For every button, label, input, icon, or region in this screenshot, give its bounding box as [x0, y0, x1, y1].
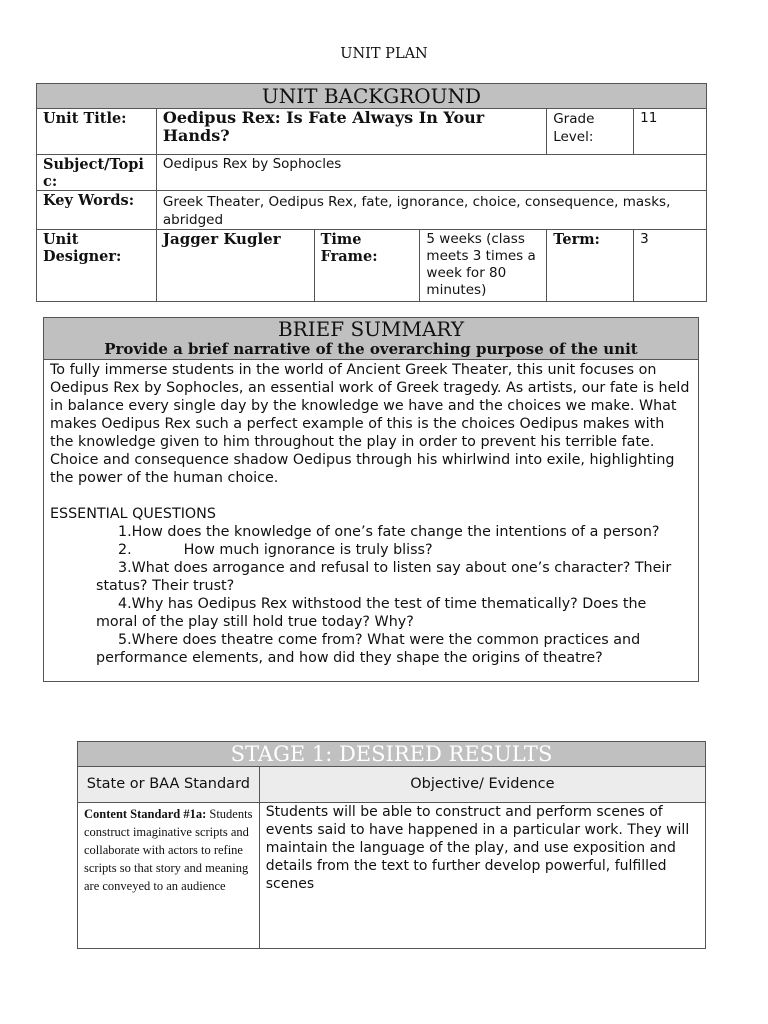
page-title: UNIT PLAN: [340, 46, 428, 62]
subject-topic-label: Subject/Topic:: [37, 155, 157, 191]
brief-summary-body: [44, 360, 699, 682]
unit-background-table: [36, 83, 707, 302]
stage1-table: [77, 741, 706, 949]
term-label: Term:: [547, 230, 634, 302]
unit-background-heading: UNIT BACKGROUND: [37, 84, 707, 109]
objective-evidence-cell: Students will be able to construct and perform scenes of events said to have happened in a particular work. They will maintain the language of the play, and use exposition and details from the text to further develop powerful, fulfilled scenes: [259, 803, 705, 949]
grade-level-label: Grade Level:: [547, 109, 634, 155]
term-value: 3: [634, 230, 707, 302]
question-2-text: How much ignorance is truly bliss?: [183, 542, 433, 558]
unit-designer-label: Unit Designer:: [37, 230, 157, 302]
brief-summary-table: [43, 317, 699, 682]
question-2-number: 2.: [118, 542, 132, 558]
grade-level-value: 11: [634, 109, 707, 155]
key-words-label: Key Words:: [37, 191, 157, 230]
summary-narrative: To fully immerse students in the world of Ancient Greek Theater, this unit focuses on Oedipus Rex by Sophocles, an essential work of Greek tragedy. As artists, our fate is held in balance every single day by the knowledge we have and the choices we make. What makes Oedipus Rex such a perfect example of this is the choices Oedipus makes with the knowledge given to him throughout the play in order to prevent his terrible fate. Choice and consequence shadow Oedipus through his whirlwind into exile, highlighting the power of the human choice.: [50, 362, 690, 486]
essential-question-1: 1.How does the knowledge of one’s fate change the intentions of a person?: [118, 524, 660, 540]
unit-title-value: Oedipus Rex: Is Fate Always In Your Hands?: [156, 109, 546, 155]
content-standard-cell: [78, 803, 260, 949]
brief-summary-header: [44, 318, 699, 360]
objective-column-header: Objective/ Evidence: [259, 767, 705, 803]
essential-question-2: [50, 541, 692, 559]
brief-summary-subheading: Provide a brief narrative of the overarching purpose of the unit: [104, 340, 638, 358]
time-frame-value: 5 weeks (class meets 3 times a week for 80 minutes): [420, 230, 547, 302]
unit-designer-value: Jagger Kugler: [156, 230, 314, 302]
essential-question-3: 3.What does arrogance and refusal to listen say about one’s character? Their status? Their trust?: [96, 560, 672, 594]
essential-question-4: 4.Why has Oedipus Rex withstood the test of time thematically? Does the moral of the play still hold true today? Why?: [96, 596, 647, 630]
standard-column-header: State or BAA Standard: [78, 767, 260, 803]
content-standard-label: Content Standard #1a:: [84, 807, 207, 821]
key-words-value: Greek Theater, Oedipus Rex, fate, ignorance, choice, consequence, masks, abridged: [156, 191, 706, 230]
content-standard-text: Students construct imaginative scripts and collaborate with actors to refine scripts so that story and meaning are conveyed to an audience: [84, 807, 253, 893]
stage1-heading: STAGE 1: DESIRED RESULTS: [78, 742, 706, 767]
essential-question-5: 5.Where does theatre come from? What were the common practices and performance elements, and how did they shape the origins of theatre?: [96, 632, 641, 666]
brief-summary-heading: BRIEF SUMMARY: [277, 317, 465, 341]
unit-title-label: Unit Title:: [37, 109, 157, 155]
subject-topic-value: Oedipus Rex by Sophocles: [156, 155, 706, 191]
time-frame-label: Time Frame:: [314, 230, 420, 302]
essential-questions-title: ESSENTIAL QUESTIONS: [50, 506, 216, 522]
